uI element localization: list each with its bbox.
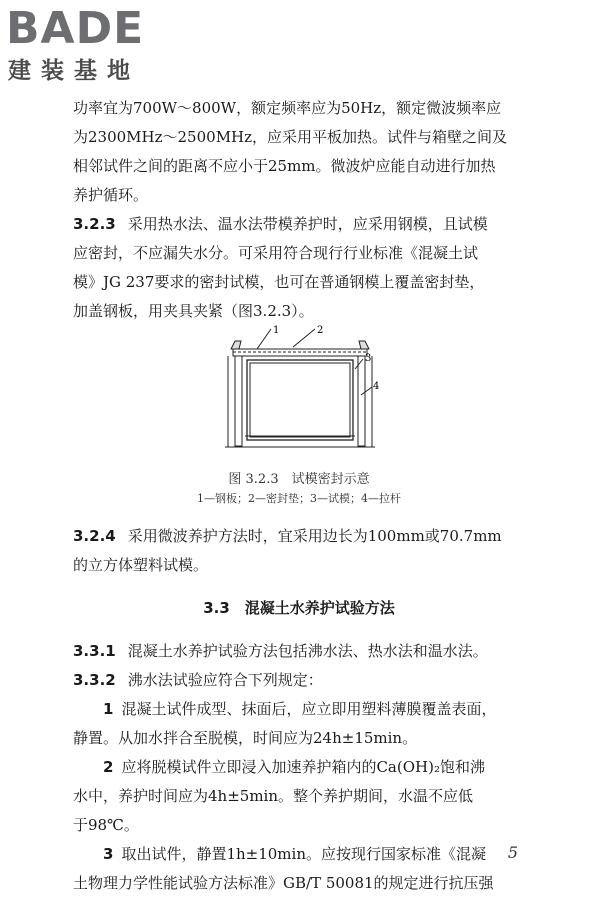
logo-mark: BADE	[6, 3, 145, 54]
clause-number: 3.3.1	[73, 642, 116, 660]
list-item-3: 3 取出试件，静置1h±10min。应按现行国家标准《混凝 土物理力学性能试验方法标准》GB/T 50081的规定进行抗压强	[73, 845, 494, 892]
clause-3-3-1: 3.3.1 混凝土水养护试验方法包括沸水法、热水法和温水法。	[73, 642, 488, 660]
item-number: 1	[103, 700, 114, 718]
logo	[6, 4, 176, 94]
section-title: 3.3 混凝土水养护试验方法	[203, 599, 395, 617]
clause-number: 3.2.4	[73, 527, 116, 545]
figure-label-2: 2	[317, 325, 324, 336]
logo-subtitle: 建装基地	[8, 58, 140, 84]
figure-label-1: 1	[273, 325, 280, 336]
clause-3-2-3: 3.2.3 采用热水法、温水法带模养护时，应采用钢模，且试模 应密封，不应漏失水分。可采用符合现行行业标准《混凝土试 模》JG 237要求的密封试模，也可在普通钢模上覆盖密封垫， 加盖钢板，用夹具夹紧（图3.2.3）。	[73, 215, 488, 320]
figure-caption: 图 3.2.3 试模密封示意	[228, 472, 370, 487]
figure-mold-seal	[215, 325, 385, 455]
clause-number: 3.3.2	[73, 671, 116, 689]
figure-label-3: 3	[365, 353, 372, 364]
item-number: 2	[103, 758, 114, 776]
text-block-bottom	[73, 522, 525, 898]
page-number: 5	[507, 843, 518, 862]
text-block-top	[73, 94, 525, 326]
list-item-2: 2 应将脱模试件立即浸入加速养护箱内的Ca(OH)₂饱和沸 水中，养护时间应为4h±5min。整个养护期间，水温不应低 于98℃。	[73, 758, 485, 834]
item-number: 3	[103, 845, 114, 863]
paragraph-continuation: 功率宜为700W～800W，额定频率应为50Hz，额定微波频率应 为2300MHz～2500MHz，应采用平板加热。试件与箱壁之间及 相邻试件之间的距离不应小于25mm。微波炉应能自动进行加热 养护循环。	[73, 99, 508, 204]
clause-number: 3.2.3	[73, 215, 116, 233]
clause-3-2-4: 3.2.4 采用微波养护方法时，宜采用边长为100mm或70.7mm 的立方体塑料试模。	[73, 527, 502, 574]
list-item-1: 1 混凝土试件成型、抹面后，应立即用塑料薄膜覆盖表面， 静置。从加水拌合至脱模，时间应为24h±15min。	[73, 700, 497, 747]
mold-seal-diagram	[215, 325, 385, 455]
figure-legend: 1—钢板；2—密封垫；3—试模；4—拉杆	[197, 492, 401, 505]
clause-3-3-2: 3.3.2 沸水法试验应符合下列规定：	[73, 671, 323, 689]
figure-label-4: 4	[373, 381, 380, 392]
